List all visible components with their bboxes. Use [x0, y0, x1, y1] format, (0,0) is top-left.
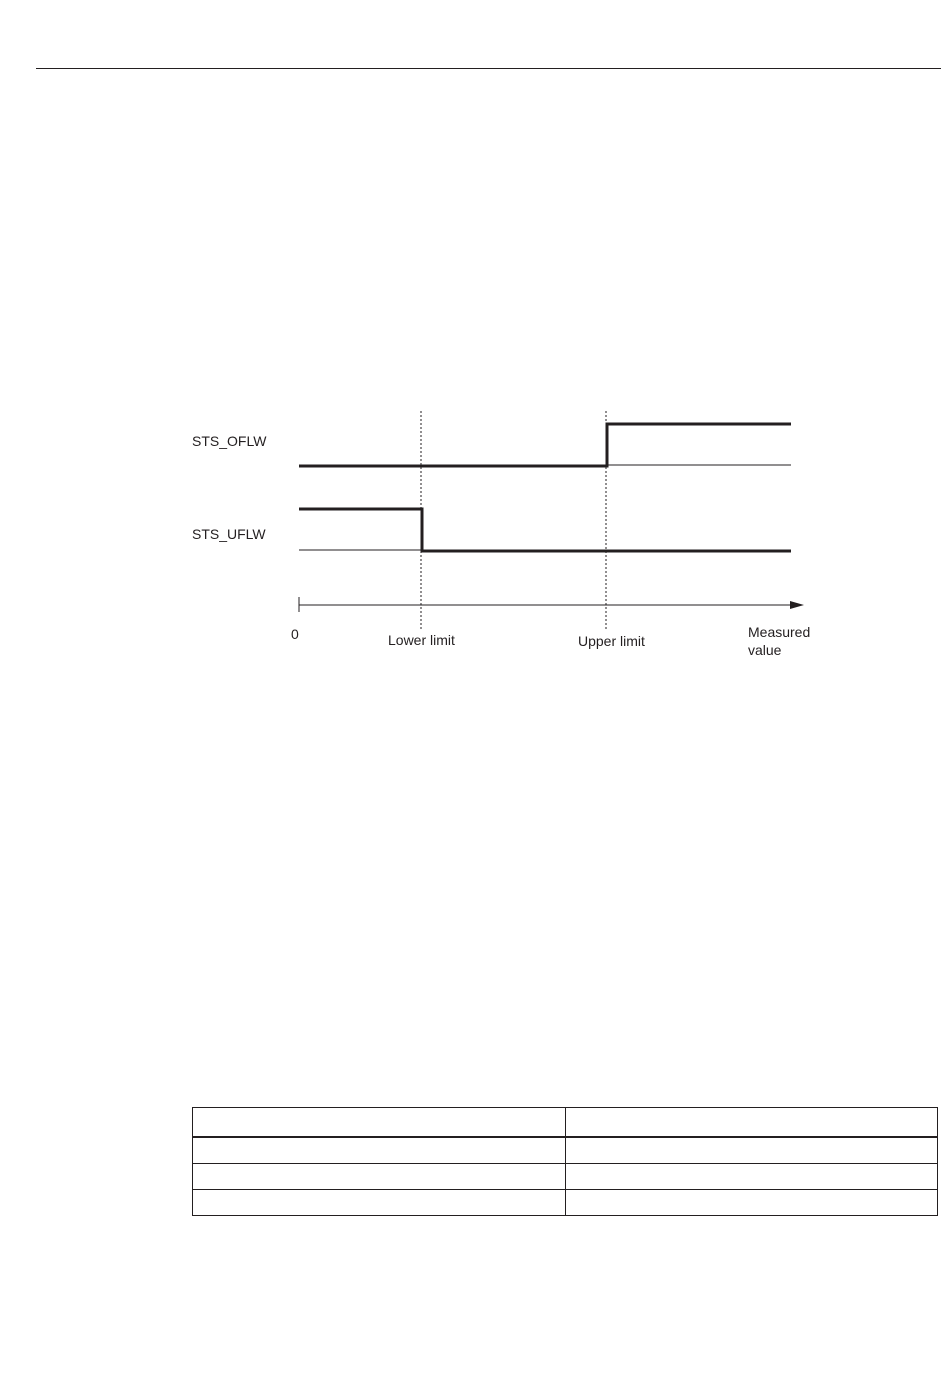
axis-end-label-line1: Measured [748, 624, 811, 640]
table-header-cell [193, 1108, 566, 1138]
table-header-cell [565, 1108, 938, 1138]
table-cell [193, 1137, 566, 1164]
axis-end-label-line2: value [748, 642, 782, 658]
lower-limit-label: Lower limit [388, 632, 455, 648]
table-header-row [193, 1108, 938, 1138]
upper-limit-label: Upper limit [578, 633, 645, 649]
table-cell [565, 1164, 938, 1190]
parameter-table [192, 1107, 938, 1216]
table-cell [565, 1137, 938, 1164]
signal-label-oflw: STS_OFLW [192, 433, 267, 449]
table-row [193, 1164, 938, 1190]
axis-arrow-icon [790, 601, 804, 609]
table-cell [193, 1190, 566, 1216]
table-cell [193, 1164, 566, 1190]
signal-label-uflw: STS_UFLW [192, 526, 266, 542]
axis-origin-label: 0 [291, 626, 299, 642]
table-row [193, 1190, 938, 1216]
table-cell [565, 1190, 938, 1216]
uflw-signal-trace [299, 509, 791, 551]
oflw-signal-trace [299, 424, 791, 466]
table-row [193, 1137, 938, 1164]
